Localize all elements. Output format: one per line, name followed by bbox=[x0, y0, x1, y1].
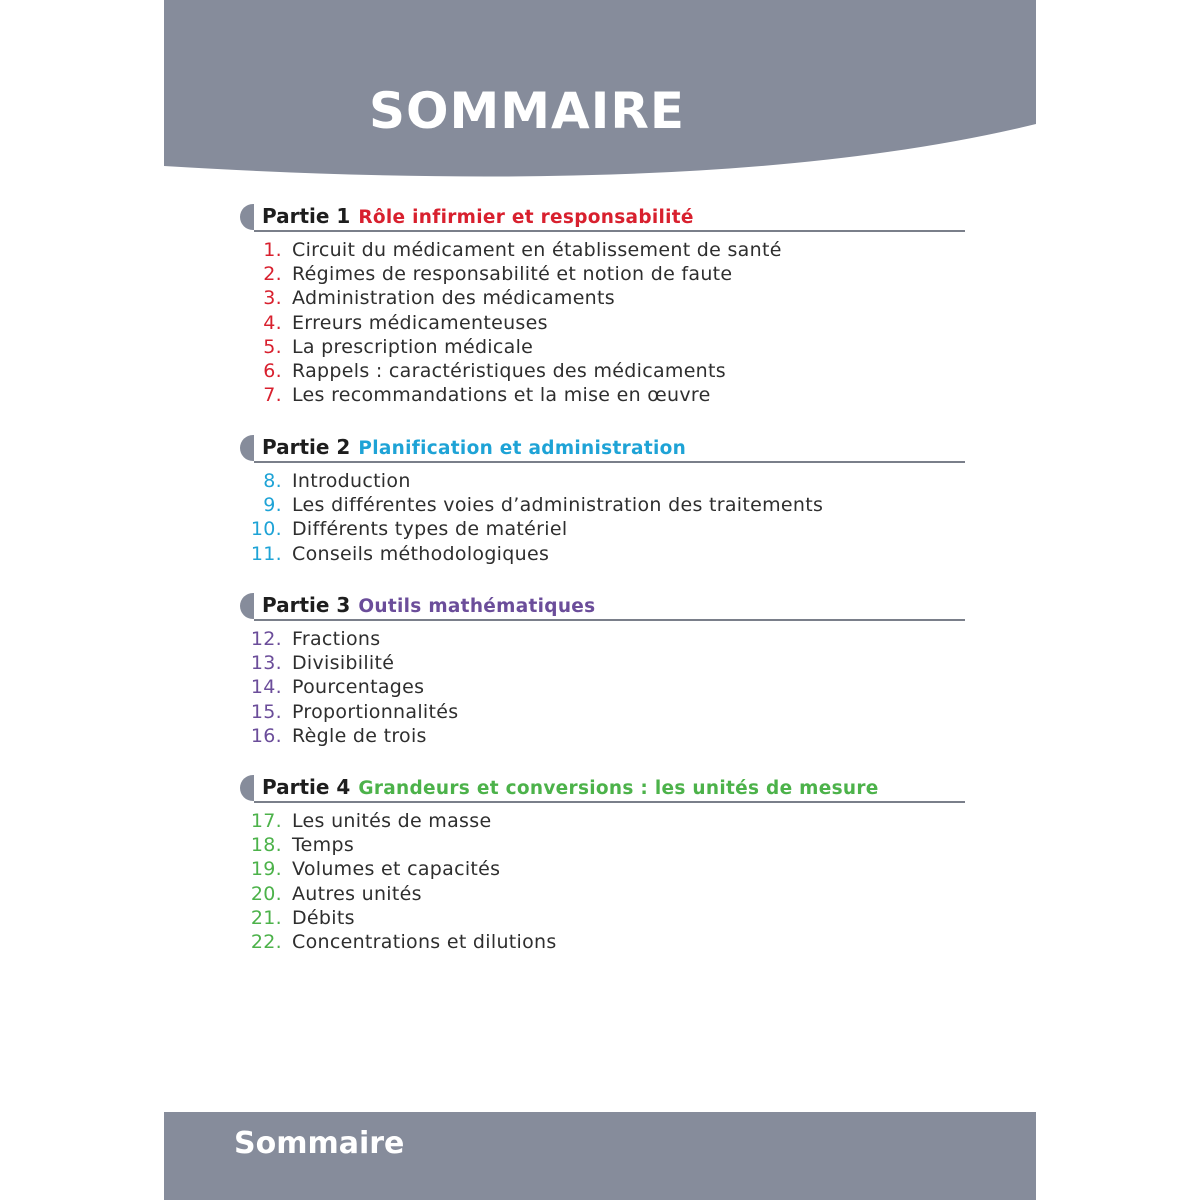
toc-label: Introduction bbox=[292, 470, 411, 492]
part-2-subtitle: Planification et administration bbox=[358, 438, 687, 459]
part-3-label bbox=[262, 593, 595, 617]
toc-item[interactable] bbox=[240, 627, 965, 651]
toc-number: 22. bbox=[250, 930, 282, 953]
toc-label: Fractions bbox=[292, 628, 381, 650]
toc-item[interactable] bbox=[240, 517, 965, 541]
part-4-section bbox=[240, 773, 965, 954]
toc-number: 21. bbox=[250, 906, 282, 929]
part-4-header bbox=[240, 773, 965, 803]
part-marker-icon bbox=[240, 204, 254, 230]
part-marker-icon bbox=[240, 775, 254, 801]
toc-label: Erreurs médicamenteuses bbox=[292, 311, 548, 334]
toc-item[interactable] bbox=[240, 809, 965, 833]
toc-item[interactable] bbox=[240, 542, 965, 566]
toc-number: 4. bbox=[263, 311, 282, 334]
part-2-section bbox=[240, 433, 965, 566]
toc-item[interactable] bbox=[240, 882, 965, 906]
page-title: SOMMAIRE bbox=[369, 82, 685, 140]
part-1-items bbox=[240, 238, 965, 407]
toc-label: Règle de trois bbox=[292, 724, 427, 747]
part-divider bbox=[254, 801, 965, 803]
toc-label: La prescription médicale bbox=[292, 335, 534, 358]
toc-label: Circuit du médicament en établissement de santé bbox=[292, 239, 782, 261]
toc-label: Conseils méthodologiques bbox=[292, 542, 550, 565]
part-2-header bbox=[240, 433, 965, 463]
toc-item[interactable] bbox=[240, 857, 965, 881]
part-4-label bbox=[262, 775, 879, 799]
part-3-number: Partie 3 bbox=[262, 593, 351, 617]
toc-label: Débits bbox=[292, 906, 355, 929]
toc-label: Volumes et capacités bbox=[292, 858, 501, 881]
toc-label: Pourcentages bbox=[292, 676, 425, 699]
part-1-section bbox=[240, 202, 965, 407]
toc-item[interactable] bbox=[240, 700, 965, 724]
toc-item[interactable] bbox=[240, 311, 965, 335]
toc-item[interactable] bbox=[240, 335, 965, 359]
part-2-items bbox=[240, 469, 965, 566]
part-marker-icon bbox=[240, 593, 254, 619]
toc-item[interactable] bbox=[240, 493, 965, 517]
part-1-subtitle: Rôle infirmier et responsabilité bbox=[358, 207, 694, 228]
part-2-label bbox=[262, 435, 686, 459]
toc-item[interactable] bbox=[240, 469, 965, 493]
toc-number: 20. bbox=[250, 882, 282, 905]
toc-label: Proportionnalités bbox=[292, 700, 459, 723]
toc-label: Les différentes voies d’administration des traitements bbox=[292, 494, 824, 517]
toc-number: 1. bbox=[263, 239, 282, 261]
toc-item[interactable] bbox=[240, 359, 965, 383]
toc-number: 8. bbox=[263, 470, 282, 492]
part-2-number: Partie 2 bbox=[262, 435, 351, 459]
toc-label: Administration des médicaments bbox=[292, 287, 615, 310]
part-divider bbox=[254, 619, 965, 621]
toc-number: 15. bbox=[250, 700, 282, 723]
toc-item[interactable] bbox=[240, 724, 965, 748]
part-3-section bbox=[240, 591, 965, 748]
toc-number: 16. bbox=[250, 724, 282, 747]
toc-item[interactable] bbox=[240, 651, 965, 675]
toc-number: 14. bbox=[250, 676, 282, 699]
part-4-subtitle: Grandeurs et conversions : les unités de mesure bbox=[358, 778, 879, 799]
toc-number: 11. bbox=[250, 542, 282, 565]
toc-number: 6. bbox=[263, 359, 282, 382]
part-4-number: Partie 4 bbox=[262, 775, 351, 799]
part-3-header bbox=[240, 591, 965, 621]
toc-number: 12. bbox=[250, 628, 282, 650]
toc-label: Différents types de matériel bbox=[292, 518, 568, 541]
part-1-label bbox=[262, 204, 694, 228]
toc-number: 13. bbox=[250, 652, 282, 675]
toc-number: 10. bbox=[250, 518, 282, 541]
toc-number: 17. bbox=[250, 810, 282, 832]
toc-number: 9. bbox=[263, 494, 282, 517]
part-divider bbox=[254, 230, 965, 232]
toc-number: 7. bbox=[263, 384, 282, 407]
toc-number: 18. bbox=[250, 834, 282, 857]
toc-label: Divisibilité bbox=[292, 652, 395, 675]
part-1-header bbox=[240, 202, 965, 232]
toc-item[interactable] bbox=[240, 930, 965, 954]
toc-label: Temps bbox=[292, 834, 355, 857]
toc-label: Les unités de masse bbox=[292, 810, 492, 832]
toc-item[interactable] bbox=[240, 833, 965, 857]
toc-item[interactable] bbox=[240, 906, 965, 930]
part-marker-icon bbox=[240, 435, 254, 461]
toc-number: 19. bbox=[250, 858, 282, 881]
toc-number: 5. bbox=[263, 335, 282, 358]
part-1-number: Partie 1 bbox=[262, 204, 351, 228]
toc-item[interactable] bbox=[240, 262, 965, 286]
toc-item[interactable] bbox=[240, 383, 965, 407]
toc-label: Régimes de responsabilité et notion de faute bbox=[292, 263, 733, 286]
part-divider bbox=[254, 461, 965, 463]
part-3-subtitle: Outils mathématiques bbox=[358, 596, 596, 617]
page bbox=[164, 0, 1036, 1200]
toc-label: Concentrations et dilutions bbox=[292, 930, 557, 953]
footer-title: Sommaire bbox=[234, 1126, 405, 1161]
toc-label: Les recommandations et la mise en œuvre bbox=[292, 384, 711, 407]
part-4-items bbox=[240, 809, 965, 954]
toc-label: Autres unités bbox=[292, 882, 422, 905]
toc-number: 2. bbox=[263, 263, 282, 286]
toc-label: Rappels : caractéristiques des médicaments bbox=[292, 359, 726, 382]
toc-number: 3. bbox=[263, 287, 282, 310]
part-3-items bbox=[240, 627, 965, 748]
toc-item[interactable] bbox=[240, 675, 965, 699]
toc-item[interactable] bbox=[240, 238, 965, 262]
toc-item[interactable] bbox=[240, 286, 965, 310]
